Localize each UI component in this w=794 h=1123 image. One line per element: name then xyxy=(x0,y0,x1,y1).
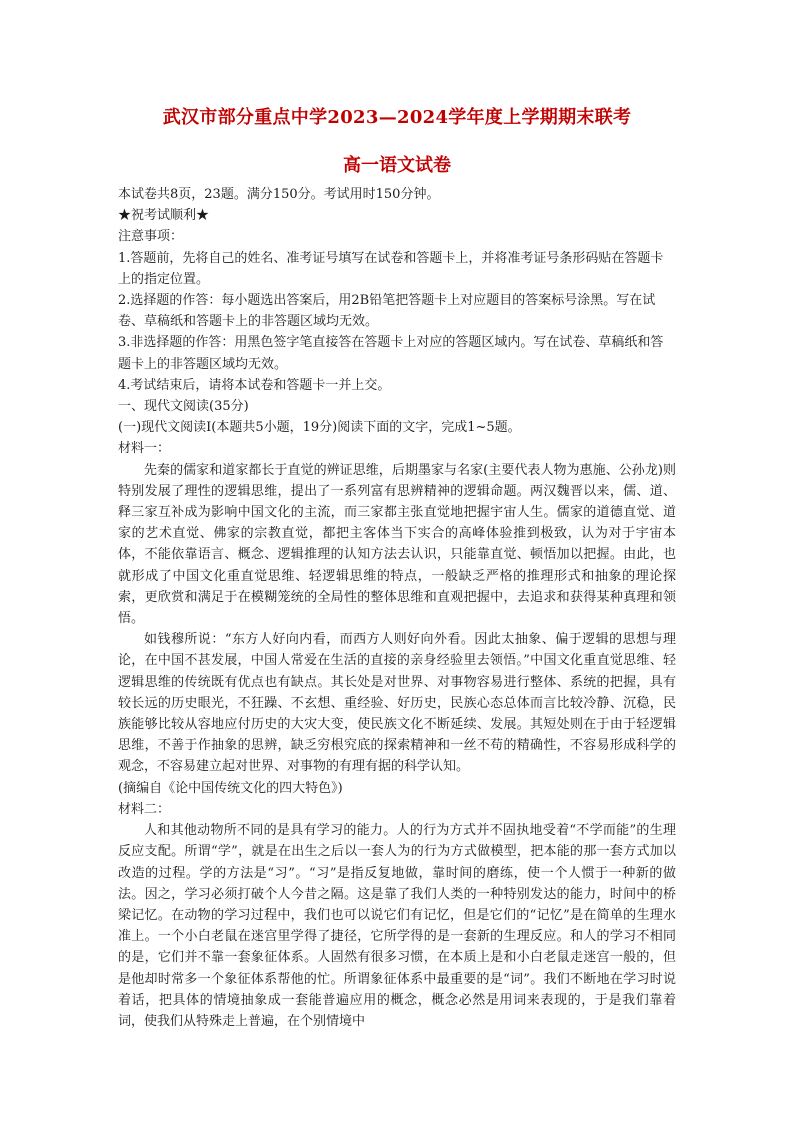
exam-subtitle: 高一语文试卷 xyxy=(343,155,451,176)
notice-item-1: 1.答题前，先将自己的姓名、准考证号填写在试卷和答题卡上，并将准考证号条形码贴在答题卡上的指定位置。 xyxy=(118,250,664,287)
exam-body xyxy=(118,184,676,1032)
material-1-label: 材料一： xyxy=(118,441,171,457)
material-2-label: 材料二： xyxy=(118,801,171,817)
section-heading: 一、现代文阅读(35分) xyxy=(118,399,249,415)
exam-title: 武汉市部分重点中学2023—2024学年度上学期期末联考 xyxy=(162,107,632,128)
notice-item-3: 3.非选择题的作答：用黑色签字笔直接答在答题卡上对应的答题区域内。写在试卷、草稿纸和答题卡上的非答题区域均无效。 xyxy=(118,335,664,372)
notice-item-2: 2.选择题的作答：每小题选出答案后，用2B铅笔把答题卡上对应题目的答案标号涂黑。写在试卷、草稿纸和答题卡上的非答题区域均无效。 xyxy=(118,293,656,330)
exam-wish: ★祝考试顺利★ xyxy=(118,208,210,224)
material-1-paragraph: 先秦的儒家和道家都长于直觉的辨证思维，后期墨家与名家(主要代表人物为惠施、公孙龙)则特别发展了理性的逻辑思维，提出了一系列富有思辨精神的逻辑命题。两汉魏晋以来，儒、道、释三家互补成为影响中国文化的主流，而三家都主张直觉地把握宇宙人生。儒家的道德直觉、道家的艺术直觉、佛家的宗教直觉，都把主客体当下实合的高峰体验推到极致，认为对于宇宙本体，不能依靠语言、概念、逻辑推理的认知方法去认识，只能靠直觉、顿悟加以把握。由此，也就形成了中国文化重直觉思维、轻逻辑思维的特点，一般缺乏严格的推理形式和抽象的理论探索，更欣赏和满足于在模糊笼统的全局性的整体思维和直观把握中，去追求和获得某种真理和领悟。 xyxy=(118,462,676,627)
section-subheading: (一)现代文阅读Ⅰ(本题共5小题，19分)阅读下面的文字，完成1~5题。 xyxy=(118,420,521,436)
material-1-source: (摘编自《论中国传统文化的四大特色》) xyxy=(118,780,343,796)
notice-heading: 注意事项： xyxy=(118,229,184,245)
notice-item-4: 4.考试结束后，请将本试卷和答题卡一并上交。 xyxy=(118,377,391,393)
material-2-paragraph: 人和其他动物所不同的是具有学习的能力。人的行为方式并不固执地受着“不学而能”的生理反应支配。所谓“学”，就是在出生之后以一套人为的行为方式做模型，把本能的那一套方式加以改造的过程。学的方法是“习”。“习”是指反复地做，靠时间的磨练，使一个人惯于一种新的做法。因之，学习必须打破个人今昔之隔。这是靠了我们人类的一种特别发达的能力，时间中的桥梁记忆。在动物的学习过程中，我们也可以说它们有记忆，但是它们的“记忆”是在简单的生理水准上。一个小白老鼠在迷宫里学得了捷径，它所学得的是一套新的生理反应。和人的学习不相同的是，它们并不靠一套象征体系。人固然有很多习惯，在本质上是和小白老鼠走迷宫一般的，但是他却时常多一个象征体系帮他的忙。所谓象征体系中最重要的是“词”。我们不断地在学习时说着话，把具体的情境抽象成一套能普遍应用的概念，概念必然是用词来表现的，于是我们靠着词，使我们从特殊走上普遍，在个别情境中 xyxy=(118,823,676,1029)
material-1-paragraph: 如钱穆所说：“东方人好向内看，而西方人则好向外看。因此太抽象、偏于逻辑的思想与理论，在中国不甚发展，中国人常爱在生活的直接的亲身经验里去领悟。”中国文化重直觉思维、轻逻辑思维的传统既有优点也有缺点。其长处是对世界、对事物容易进行整体、系统的把握，具有较长远的历史眼光，不狂躁、不玄想、重经验、好历史，民族心态总体而言比较冷静、沉稳，民族能够比较从容地应付历史的大灾大变，使民族文化不断延续、发展。其短处则在于由于轻逻辑思维，不善于作抽象的思辨，缺乏穷根究底的探索精神和一丝不苟的精确性，不容易形成科学的观念，不容易建立起对世界、对事物的有理有据的科学认知。 xyxy=(118,632,676,775)
exam-summary: 本试卷共8页，23题。满分150分。考试用时150分钟。 xyxy=(118,187,440,202)
